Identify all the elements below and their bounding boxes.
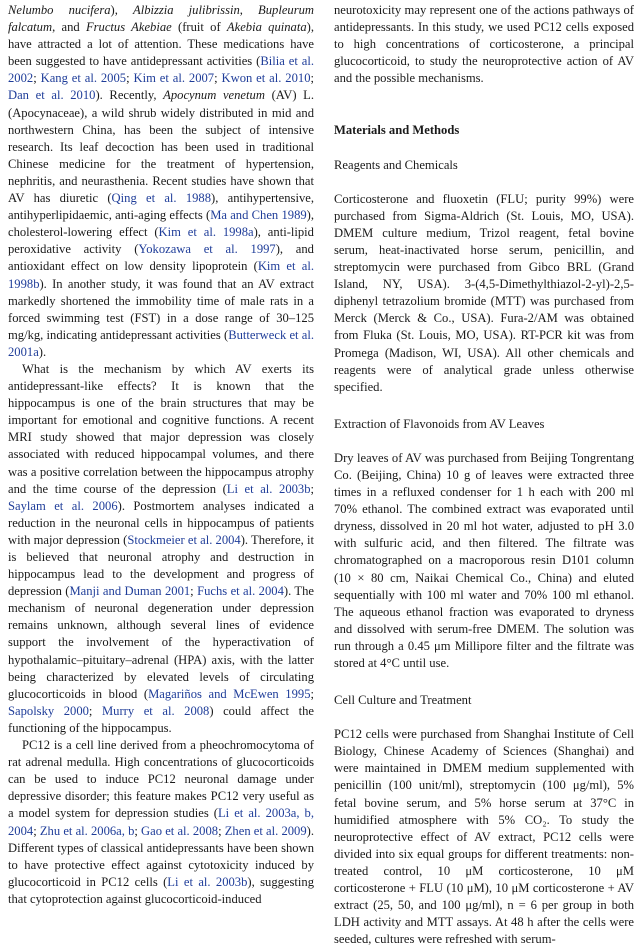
text-run: ; bbox=[88, 703, 102, 718]
text-run: ; bbox=[33, 823, 40, 838]
text-run: ), antihypertensive, antihyperlipidaemic, anti-aging effects ( bbox=[8, 191, 314, 223]
italic-term: Albizzia julibrissin bbox=[133, 3, 240, 17]
citation-link[interactable]: Yokozawa et al. 1997 bbox=[138, 242, 276, 257]
citation-link[interactable]: Bilia et al. 2002 bbox=[8, 54, 314, 86]
extraction-paragraph: Dry leaves of AV was purchased from Beijing Tongrentang Co. (Beijing, China) 10 g of leaves were extracted three times in a refluxed condenser for 1 h each with 200 ml 70% ethanol. The combined extract was evaporated until dryness, dissolved in 20 ml hot water, adjusted to pH 3.0 with sulfuric acid, and then filtered. The filtrate was chromatographed on a macroporous resin D101 column (10 × 80 cm, Naikai Chemical Co., China) and eluted sequentially with 100 ml water and 70% 100 ml ethanol. The aqueous ethanol fraction was evaporated to dryness and dissolved with serum-free DMEM. The solution was run through a 0.45 μm Millipore filter and the filtrate was stored at 4°C until use. bbox=[334, 450, 634, 670]
text-run: ; bbox=[33, 71, 41, 86]
text-run: ). The mechanism of neuronal degeneration under depression remains unknown, although several lines of evidence support the involvement of the hyperactivation of hypothalamic–pituitary–adrenal (HPA) axis, with the latter being characterized by elevated levels of circulating glucocorticoids in blood ( bbox=[8, 584, 314, 701]
text-run: ), bbox=[110, 3, 133, 17]
citation-link[interactable]: Sapolsky 2000 bbox=[8, 703, 89, 718]
italic-term: Nelumbo nucifera bbox=[8, 3, 111, 17]
text-run: ). Postmortem analyses indicated a reduction in the neuronal cells in hippocampus of patients with major depression ( bbox=[8, 498, 315, 547]
text-run: , bbox=[239, 3, 259, 17]
text-run: ), have attracted a lot of attention. These medications have been suggested to have antidepressant activities ( bbox=[8, 20, 314, 69]
citation-link[interactable]: Saylam et al. 2006 bbox=[8, 498, 118, 513]
citation-link[interactable]: Magariños and McEwen 1995 bbox=[148, 686, 311, 701]
section-heading-methods: Materials and Methods bbox=[334, 123, 460, 138]
citation-link[interactable]: Gao et al. 2008 bbox=[141, 823, 219, 838]
citation-link[interactable]: Murry et al. 2008 bbox=[101, 703, 210, 718]
text-run: ; bbox=[310, 686, 314, 701]
subheading-cell-culture: Cell Culture and Treatment bbox=[334, 693, 472, 708]
text-run: ). bbox=[38, 344, 47, 359]
text-run: ). Recently, bbox=[95, 88, 164, 103]
citation-link[interactable]: Li et al. 2003b bbox=[167, 874, 248, 889]
citation-link[interactable]: Kang et al. 2005 bbox=[40, 71, 127, 86]
citation-link[interactable]: Stockmeier et al. 2004 bbox=[127, 532, 241, 547]
subheading-extraction: Extraction of Flavonoids from AV Leaves bbox=[334, 416, 545, 431]
right-column bbox=[334, 2, 634, 948]
citation-link[interactable]: Zhu et al. 2006a, b bbox=[39, 823, 135, 838]
text-run: (AV) L. (Apocynaceae), a wild shrub widely distributed in mid and northwestern China, has been the subject of intensive research. Its leaf decoction has been used in traditional Chinese medicine for the treatment of hypertension, nephritis, and neurasthenia. Recent studies have shown that AV has diuretic ( bbox=[8, 88, 315, 206]
reagents-paragraph: Corticosterone and fluoxetin (FLU; purity 99%) were purchased from Sigma-Aldrich (St. Louis, MO, USA). DMEM culture medium, Trizol reagent, fetal bovine serum, heat-inactivated horse serum, penicillin, and streptomycin were purchased from Gibco BRL (Grand Island, NY, USA). 3-(4,5-Dimethylthiazol-2-yl)-2,5-diphenyl tetrazolium bromide (MTT) was purchased from Merck (Merck & Co., USA). Fura-2/AM was obtained from Fluka (St. Louis, MO, USA). RT-PCR kit was from Promega (Madison, WI, USA). All other chemicals and reagents were of analytical grade unless otherwise specified. bbox=[334, 191, 634, 394]
text-run: ; bbox=[310, 481, 315, 496]
citation-link[interactable]: Kwon et al. 2010 bbox=[221, 71, 311, 86]
text-run: ; bbox=[134, 823, 142, 838]
text-run: ), suggesting that cytoprotection against glucocorticoid-induced bbox=[8, 874, 314, 906]
text-run: ; bbox=[310, 71, 314, 86]
left-column bbox=[8, 2, 314, 908]
intro-paragraph bbox=[8, 2, 314, 361]
text-run: ; bbox=[126, 71, 134, 86]
italic-term: Bupleurum falcatum bbox=[8, 3, 314, 35]
italic-term: Akebia quinata bbox=[226, 20, 307, 35]
text-run: PC12 is a cell line derived from a pheochromocytoma of rat adrenal medulla. High concentrations of glucocorticoids can be used to induce PC12 neuronal damage under depressive disorder; this feature makes PC12 very useful as a model system for depression studies ( bbox=[8, 738, 314, 821]
italic-term: Fructus Akebiae bbox=[85, 20, 172, 35]
text-run: ), and antioxidant effect on low density lipoprotein ( bbox=[8, 242, 314, 274]
text-run: ), anti-lipid peroxidative activity ( bbox=[8, 225, 314, 257]
italic-term: Apocynum venetum bbox=[163, 88, 265, 103]
text-run: ; bbox=[214, 71, 222, 86]
citation-link[interactable]: Kim et al. 1998a bbox=[158, 225, 254, 240]
citation-link[interactable]: Manji and Duman 2001 bbox=[69, 584, 191, 599]
study-aim-paragraph: neurotoxicity may represent one of the actions pathways of antidepressants. In this study, we used PC12 cells exposed to high concentrations of corticosterone, a principal glucocorticoid, to study the neuroprotective action of AV and the possible mechanisms. bbox=[334, 3, 634, 86]
cell-culture-paragraph: PC12 cells were purchased from Shanghai Institute of Cell Biology, Chinese Academy of Sciences (Shanghai) and were maintained in DMEM medium supplemented with penicillin (100 unit/ml), streptomycin (100 μg/ml), 5% fetal bovine serum, and 5% horse serum at 37°C in humidified atmosphere with 5% CO₂. To study the neuroprotective effect of AV extract, PC12 cells were divided into six equal groups for different treatments: non-treated control, 10 μM corticosterone, 10 μM corticosterone + FLU (10 μM), 10 μM corticosterone + AV extract (25, 50, and 100 μg/ml), n = 6 per group in both LDH activity and MTT assays. At 48 h after the cells were seeded, cultures were refreshed with serum- bbox=[334, 727, 634, 947]
citation-link[interactable]: Kim et al. 1998b bbox=[8, 259, 314, 291]
text-run: ; bbox=[218, 823, 225, 838]
citation-link[interactable]: Li et al. 2003b bbox=[226, 481, 311, 496]
citation-link[interactable]: Fuchs et al. 2004 bbox=[197, 584, 284, 599]
mechanism-paragraph bbox=[8, 361, 314, 737]
citation-link[interactable]: Dan et al. 2010 bbox=[8, 88, 96, 103]
citation-link[interactable]: Ma and Chen 1989 bbox=[210, 208, 307, 223]
text-run: ; bbox=[190, 584, 198, 599]
text-run: ), cholesterol-lowering effect ( bbox=[8, 208, 315, 240]
subheading-reagents: Reagents and Chemicals bbox=[334, 157, 458, 172]
text-run: ). Different types of classical antidepressants have been shown to have protective effect against cytotoxicity induced by glucocorticoid in PC12 cells ( bbox=[8, 823, 314, 889]
text-run: (fruit of bbox=[171, 20, 227, 35]
text-run: , and bbox=[52, 20, 86, 35]
text-run: ). In another study, it was found that an AV extract markedly shortened the immobility time of male rats in a forced swimming test (FST) in a dose range of 30–125 mg/kg, indicating antidepressant activities ( bbox=[8, 276, 314, 342]
text-run: What is the mechanism by which AV exerts its antidepressant-like effects? It is known that the hippocampus is one of the brain structures that may be important for emotional and cognitive functions. A recent MRI study showed that major depression was closely associated with reduced hippocampal volumes, and there was a positive correlation between the hippocampus atrophy and the time course of the depression ( bbox=[8, 361, 314, 496]
citation-link[interactable]: Li et al. 2003a, b, 2004 bbox=[8, 806, 315, 838]
text-run: ) could affect the functioning of the hippocampus. bbox=[8, 703, 314, 735]
citation-link[interactable]: Butterweck et al. 2001a bbox=[8, 327, 314, 359]
text-run: ). Therefore, it is believed that neuronal atrophy and destruction in hippocampus lead to the development and progress of depression ( bbox=[8, 532, 314, 599]
citation-link[interactable]: Kim et al. 2007 bbox=[133, 71, 215, 86]
citation-link[interactable]: Zhen et al. 2009 bbox=[224, 823, 307, 838]
citation-link[interactable]: Qing et al. 1988 bbox=[111, 191, 212, 206]
pc12-paragraph bbox=[8, 737, 314, 908]
